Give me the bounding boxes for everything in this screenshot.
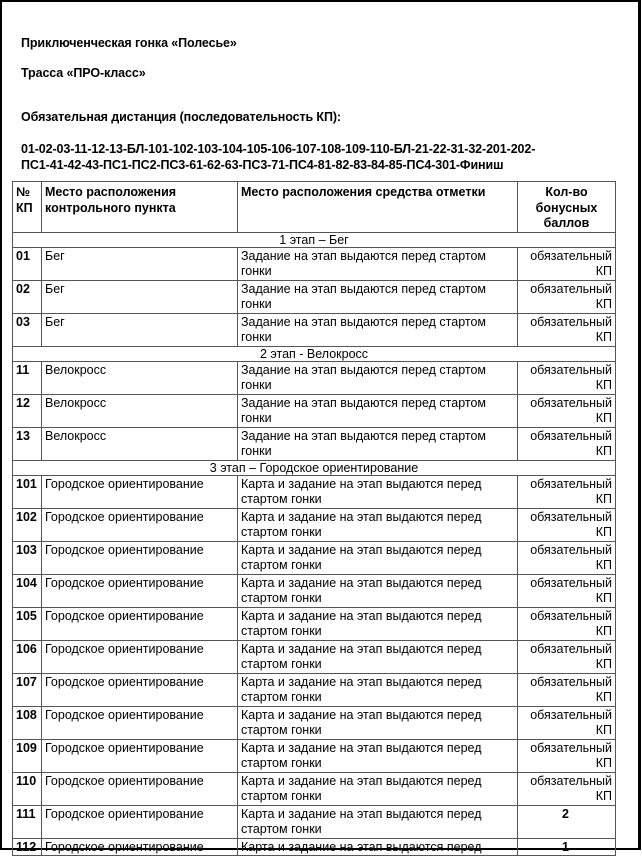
checkpoint-number: 101: [13, 475, 42, 508]
mark-location: Карта и задание на этап выдаются перед стартом гонки: [238, 772, 518, 805]
checkpoint-place: Городское ориентирование: [42, 475, 238, 508]
bonus-points: обязательный КП: [518, 640, 616, 673]
section-title: 2 этап - Велокросс: [13, 346, 616, 361]
table-row: [13, 574, 616, 607]
bonus-points: 2: [518, 805, 616, 838]
checkpoint-number: 01: [13, 247, 42, 280]
mark-location: Карта и задание на этап выдаются перед стартом гонки: [238, 607, 518, 640]
mark-location: Карта и задание на этап выдаются перед стартом гонки: [238, 739, 518, 772]
table-row: [13, 541, 616, 574]
checkpoint-place: Городское ориентирование: [42, 541, 238, 574]
mark-location: Карта и задание на этап выдаются перед стартом гонки: [238, 574, 518, 607]
checkpoint-place: Бег: [42, 280, 238, 313]
table-row: [13, 772, 616, 805]
checkpoint-number: 11: [13, 361, 42, 394]
checkpoint-place: Бег: [42, 247, 238, 280]
checkpoint-place: Городское ориентирование: [42, 838, 238, 856]
checkpoint-place: Бег: [42, 313, 238, 346]
mark-location: Задание на этап выдаются перед стартом гонки: [238, 427, 518, 460]
table-row: [13, 673, 616, 706]
mark-location: Карта и задание на этап выдаются перед стартом гонки: [238, 508, 518, 541]
bonus-points: 1: [518, 838, 616, 856]
table-row: [13, 838, 616, 856]
bonus-points: обязательный КП: [518, 475, 616, 508]
checkpoint-place: Городское ориентирование: [42, 772, 238, 805]
checkpoint-place: Городское ориентирование: [42, 607, 238, 640]
checkpoint-number: 02: [13, 280, 42, 313]
header-bonus: Кол-во бонусных баллов: [518, 182, 616, 233]
distance-heading: Обязательная дистанция (последовательность КП):: [21, 110, 341, 124]
table-header-row: [13, 182, 616, 233]
mark-location: Карта и задание на этап выдаются перед стартом гонки: [238, 640, 518, 673]
checkpoint-place: Городское ориентирование: [42, 640, 238, 673]
bonus-points: обязательный КП: [518, 607, 616, 640]
bonus-points: обязательный КП: [518, 673, 616, 706]
table-row: [13, 475, 616, 508]
bonus-points: обязательный КП: [518, 247, 616, 280]
table-row: [13, 640, 616, 673]
table-row: [13, 805, 616, 838]
checkpoint-place: Городское ориентирование: [42, 706, 238, 739]
section-title: 1 этап – Бег: [13, 232, 616, 247]
table-row: [13, 361, 616, 394]
header-num: № КП: [13, 182, 42, 233]
checkpoint-number: 102: [13, 508, 42, 541]
checkpoint-number: 106: [13, 640, 42, 673]
checkpoint-number: 103: [13, 541, 42, 574]
checkpoint-number: 03: [13, 313, 42, 346]
checkpoint-place: Велокросс: [42, 361, 238, 394]
table-row: [13, 739, 616, 772]
bonus-points: обязательный КП: [518, 706, 616, 739]
bonus-points: обязательный КП: [518, 427, 616, 460]
table-row: [13, 280, 616, 313]
checkpoint-place: Велокросс: [42, 394, 238, 427]
checkpoint-sequence-line-2: ПС1-41-42-43-ПС1-ПС2-ПС3-61-62-63-ПС3-71-ПС4-81-82-83-84-85-ПС4-301-Финиш: [21, 158, 504, 172]
table-row: [13, 247, 616, 280]
mark-location: Карта и задание на этап выдаются перед: [238, 838, 518, 856]
checkpoint-number: 104: [13, 574, 42, 607]
checkpoints-table: [12, 181, 616, 856]
mark-location: Карта и задание на этап выдаются перед стартом гонки: [238, 706, 518, 739]
checkpoint-number: 105: [13, 607, 42, 640]
track-title: Трасса «ПРО-класс»: [21, 66, 146, 80]
bonus-points: обязательный КП: [518, 739, 616, 772]
checkpoint-number: 108: [13, 706, 42, 739]
bonus-points: обязательный КП: [518, 772, 616, 805]
checkpoint-place: Велокросс: [42, 427, 238, 460]
mark-location: Карта и задание на этап выдаются перед стартом гонки: [238, 475, 518, 508]
section-row: [13, 232, 616, 247]
table-row: [13, 313, 616, 346]
table-row: [13, 427, 616, 460]
checkpoint-number: 110: [13, 772, 42, 805]
race-title: Приключенческая гонка «Полесье»: [21, 36, 237, 50]
table-row: [13, 508, 616, 541]
mark-location: Задание на этап выдаются перед стартом гонки: [238, 361, 518, 394]
checkpoint-number: 111: [13, 805, 42, 838]
mark-location: Карта и задание на этап выдаются перед стартом гонки: [238, 673, 518, 706]
bonus-points: обязательный КП: [518, 508, 616, 541]
checkpoint-number: 109: [13, 739, 42, 772]
section-row: [13, 460, 616, 475]
checkpoint-number: 107: [13, 673, 42, 706]
bonus-points: обязательный КП: [518, 541, 616, 574]
header-mark: Место расположения средства отметки: [238, 182, 518, 233]
bonus-points: обязательный КП: [518, 394, 616, 427]
mark-location: Задание на этап выдаются перед стартом гонки: [238, 394, 518, 427]
bonus-points: обязательный КП: [518, 361, 616, 394]
table-row: [13, 706, 616, 739]
bonus-points: обязательный КП: [518, 280, 616, 313]
checkpoint-sequence-line-1: 01-02-03-11-12-13-БЛ-101-102-103-104-105-106-107-108-109-110-БЛ-21-22-31-32-201-202-: [21, 142, 536, 156]
bonus-points: обязательный КП: [518, 313, 616, 346]
table-row: [13, 394, 616, 427]
mark-location: Задание на этап выдаются перед стартом гонки: [238, 313, 518, 346]
table-body: [13, 232, 616, 856]
section-row: [13, 346, 616, 361]
checkpoint-place: Городское ориентирование: [42, 673, 238, 706]
table-row: [13, 607, 616, 640]
mark-location: Карта и задание на этап выдаются перед стартом гонки: [238, 805, 518, 838]
mark-location: Задание на этап выдаются перед стартом гонки: [238, 280, 518, 313]
header-place: Место расположения контрольного пункта: [42, 182, 238, 233]
checkpoint-place: Городское ориентирование: [42, 805, 238, 838]
checkpoint-number: 112: [13, 838, 42, 856]
checkpoint-number: 13: [13, 427, 42, 460]
checkpoint-place: Городское ориентирование: [42, 508, 238, 541]
checkpoint-place: Городское ориентирование: [42, 574, 238, 607]
bonus-points: обязательный КП: [518, 574, 616, 607]
checkpoint-place: Городское ориентирование: [42, 739, 238, 772]
checkpoint-number: 12: [13, 394, 42, 427]
mark-location: Карта и задание на этап выдаются перед стартом гонки: [238, 541, 518, 574]
mark-location: Задание на этап выдаются перед стартом гонки: [238, 247, 518, 280]
section-title: 3 этап – Городское ориентирование: [13, 460, 616, 475]
